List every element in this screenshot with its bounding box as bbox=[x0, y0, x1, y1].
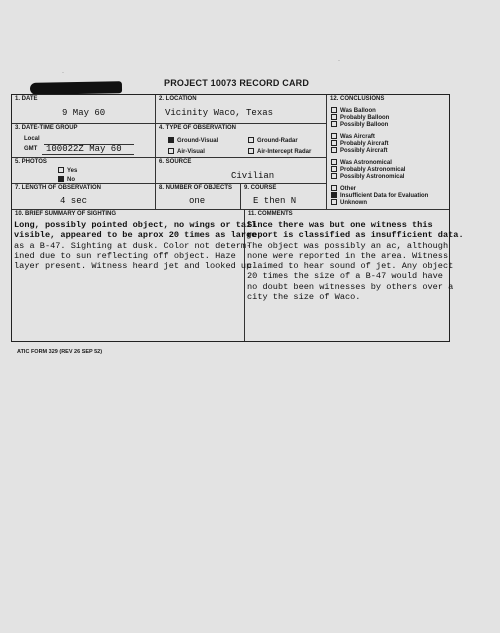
field-conclusions bbox=[327, 95, 449, 210]
gmt-label: GMT bbox=[24, 146, 38, 152]
checkbox-icon bbox=[331, 173, 337, 179]
field-number-of-objects bbox=[156, 184, 241, 210]
field-label: 2. LOCATION bbox=[159, 96, 197, 102]
comments-text bbox=[247, 220, 464, 302]
length-value: 4 sec bbox=[60, 196, 88, 206]
conclusion-text: Probably Aircraft bbox=[340, 141, 389, 147]
record-card bbox=[11, 94, 464, 342]
scan-speck: · bbox=[62, 70, 64, 76]
field-label: 8. NUMBER OF OBJECTS bbox=[159, 185, 233, 191]
field-label: 4. TYPE OF OBSERVATION bbox=[159, 125, 237, 131]
checkbox-icon bbox=[331, 159, 337, 165]
field-source bbox=[156, 158, 327, 184]
conclusion-text: Probably Balloon bbox=[340, 115, 390, 121]
option-text: Ground-Radar bbox=[257, 138, 298, 144]
checkbox-icon bbox=[331, 114, 337, 120]
conclusion-item bbox=[331, 121, 428, 128]
location-value: Vicinity Waco, Texas bbox=[165, 108, 274, 118]
checkbox-icon bbox=[331, 133, 337, 139]
checkbox-icon bbox=[331, 107, 337, 113]
checkbox-icon bbox=[248, 148, 254, 154]
comment-line: claimed to hear sound of jet. Any object bbox=[247, 261, 454, 272]
field-label: 3. DATE-TIME GROUP bbox=[15, 125, 78, 131]
conclusion-item bbox=[331, 114, 428, 121]
summary-line: layer present. Witness heard jet and looked up. bbox=[14, 261, 257, 272]
checkbox-icon bbox=[168, 137, 174, 143]
summary-line: as a B-47. Sighting at dusk. Color not determ- bbox=[14, 240, 252, 251]
form-footer: ATIC FORM 329 (REV 26 SEP 52) bbox=[17, 349, 103, 355]
comment-line: city the size of Waco. bbox=[247, 292, 361, 303]
conclusion-item bbox=[331, 166, 428, 173]
field-label: 12. CONCLUSIONS bbox=[330, 96, 385, 102]
conclusion-item bbox=[331, 107, 428, 114]
field-label: 11. COMMENTS bbox=[248, 211, 293, 217]
date-value: 9 May 60 bbox=[62, 108, 106, 118]
field-date bbox=[12, 95, 156, 124]
conclusion-text: Insufficient Data for Evaluation bbox=[340, 193, 429, 199]
field-label: 9. COURSE bbox=[244, 185, 277, 191]
checkbox-icon bbox=[331, 147, 337, 153]
comment-line: none were reported in the area. Witness bbox=[247, 250, 449, 261]
checkbox-icon bbox=[331, 185, 337, 191]
objects-value: one bbox=[189, 196, 206, 206]
conclusion-text: Possibly Astronomical bbox=[340, 174, 405, 180]
conclusion-item bbox=[331, 173, 428, 180]
course-value: E then N bbox=[253, 196, 297, 206]
option-ground-visual bbox=[168, 137, 218, 144]
checkbox-icon bbox=[331, 192, 337, 198]
field-date-time-group bbox=[12, 124, 156, 158]
option-text: Yes bbox=[67, 168, 78, 174]
scan-speck: · bbox=[338, 58, 340, 64]
gmt-value: 100022Z May 60 bbox=[46, 144, 122, 154]
comment-line: The object was possibly an ac, although bbox=[247, 240, 449, 251]
comment-line: Since there was but one witness this bbox=[247, 220, 433, 230]
field-photos bbox=[12, 158, 156, 184]
conclusion-text: Probably Astronomical bbox=[340, 167, 406, 173]
checkbox-icon bbox=[58, 176, 64, 182]
conclusion-text: Other bbox=[340, 186, 357, 192]
conclusion-text: Possibly Balloon bbox=[340, 122, 389, 128]
conclusion-item bbox=[331, 159, 428, 166]
field-label: 6. SOURCE bbox=[159, 159, 192, 165]
redaction-bar bbox=[30, 81, 122, 95]
conclusion-item bbox=[331, 185, 428, 192]
gmt-line bbox=[42, 154, 134, 155]
conclusion-item bbox=[331, 192, 428, 199]
conclusion-text: Unknown bbox=[340, 200, 367, 206]
field-type-of-observation bbox=[156, 124, 327, 158]
option-text: Ground-Visual bbox=[177, 138, 219, 144]
checkbox-icon bbox=[331, 166, 337, 172]
checkbox-icon bbox=[168, 148, 174, 154]
conclusion-item bbox=[331, 199, 428, 206]
field-label: 1. DATE bbox=[15, 96, 38, 102]
checkbox-icon bbox=[331, 140, 337, 146]
conclusion-text: Possibly Aircraft bbox=[340, 148, 388, 154]
conclusion-item bbox=[331, 147, 428, 154]
field-label: 7. LENGTH OF OBSERVATION bbox=[15, 185, 102, 191]
field-label: 10. BRIEF SUMMARY OF SIGHTING bbox=[15, 211, 117, 217]
summary-line: ined due to sun reflecting off object. Haze bbox=[14, 250, 236, 261]
field-comments bbox=[245, 210, 464, 341]
option-ground-radar bbox=[248, 137, 298, 144]
option-text: Air-Visual bbox=[177, 149, 205, 155]
option-text: No bbox=[67, 177, 75, 183]
checkbox-icon bbox=[58, 167, 64, 173]
field-length-of-observation bbox=[12, 184, 156, 210]
conclusion-text: Was Aircraft bbox=[340, 134, 375, 140]
summary-line: Long, possibly pointed object, no wings or tail bbox=[14, 220, 257, 230]
conclusion-item bbox=[331, 140, 428, 147]
summary-line: visible, appeared to be aprox 20 times as large bbox=[14, 230, 257, 241]
photos-yes bbox=[58, 167, 77, 174]
field-brief-summary bbox=[12, 210, 257, 341]
card-title: PROJECT 10073 RECORD CARD bbox=[164, 78, 310, 88]
comment-line: no doubt been witnesses by others over a bbox=[247, 281, 454, 292]
conclusions-list bbox=[331, 107, 428, 206]
local-label: Local bbox=[24, 136, 40, 142]
field-course bbox=[241, 184, 327, 210]
checkbox-icon bbox=[331, 121, 337, 127]
conclusion-item bbox=[331, 133, 428, 140]
comment-line: 20 times the size of a B-47 would have bbox=[247, 271, 443, 282]
comment-line: report is classified as insufficient data. bbox=[247, 230, 464, 241]
field-label: 5. PHOTOS bbox=[15, 159, 47, 165]
option-air-intercept-radar bbox=[248, 148, 311, 155]
conclusion-text: Was Astronomical bbox=[340, 160, 392, 166]
photos-no bbox=[58, 176, 75, 183]
summary-text bbox=[14, 220, 256, 271]
conclusion-text: Was Balloon bbox=[340, 108, 376, 114]
source-value: Civilian bbox=[231, 171, 275, 181]
checkbox-icon bbox=[331, 199, 337, 205]
option-air-visual bbox=[168, 148, 205, 155]
field-location bbox=[156, 95, 327, 124]
option-text: Air-Intercept Radar bbox=[257, 149, 312, 155]
checkbox-icon bbox=[248, 137, 254, 143]
